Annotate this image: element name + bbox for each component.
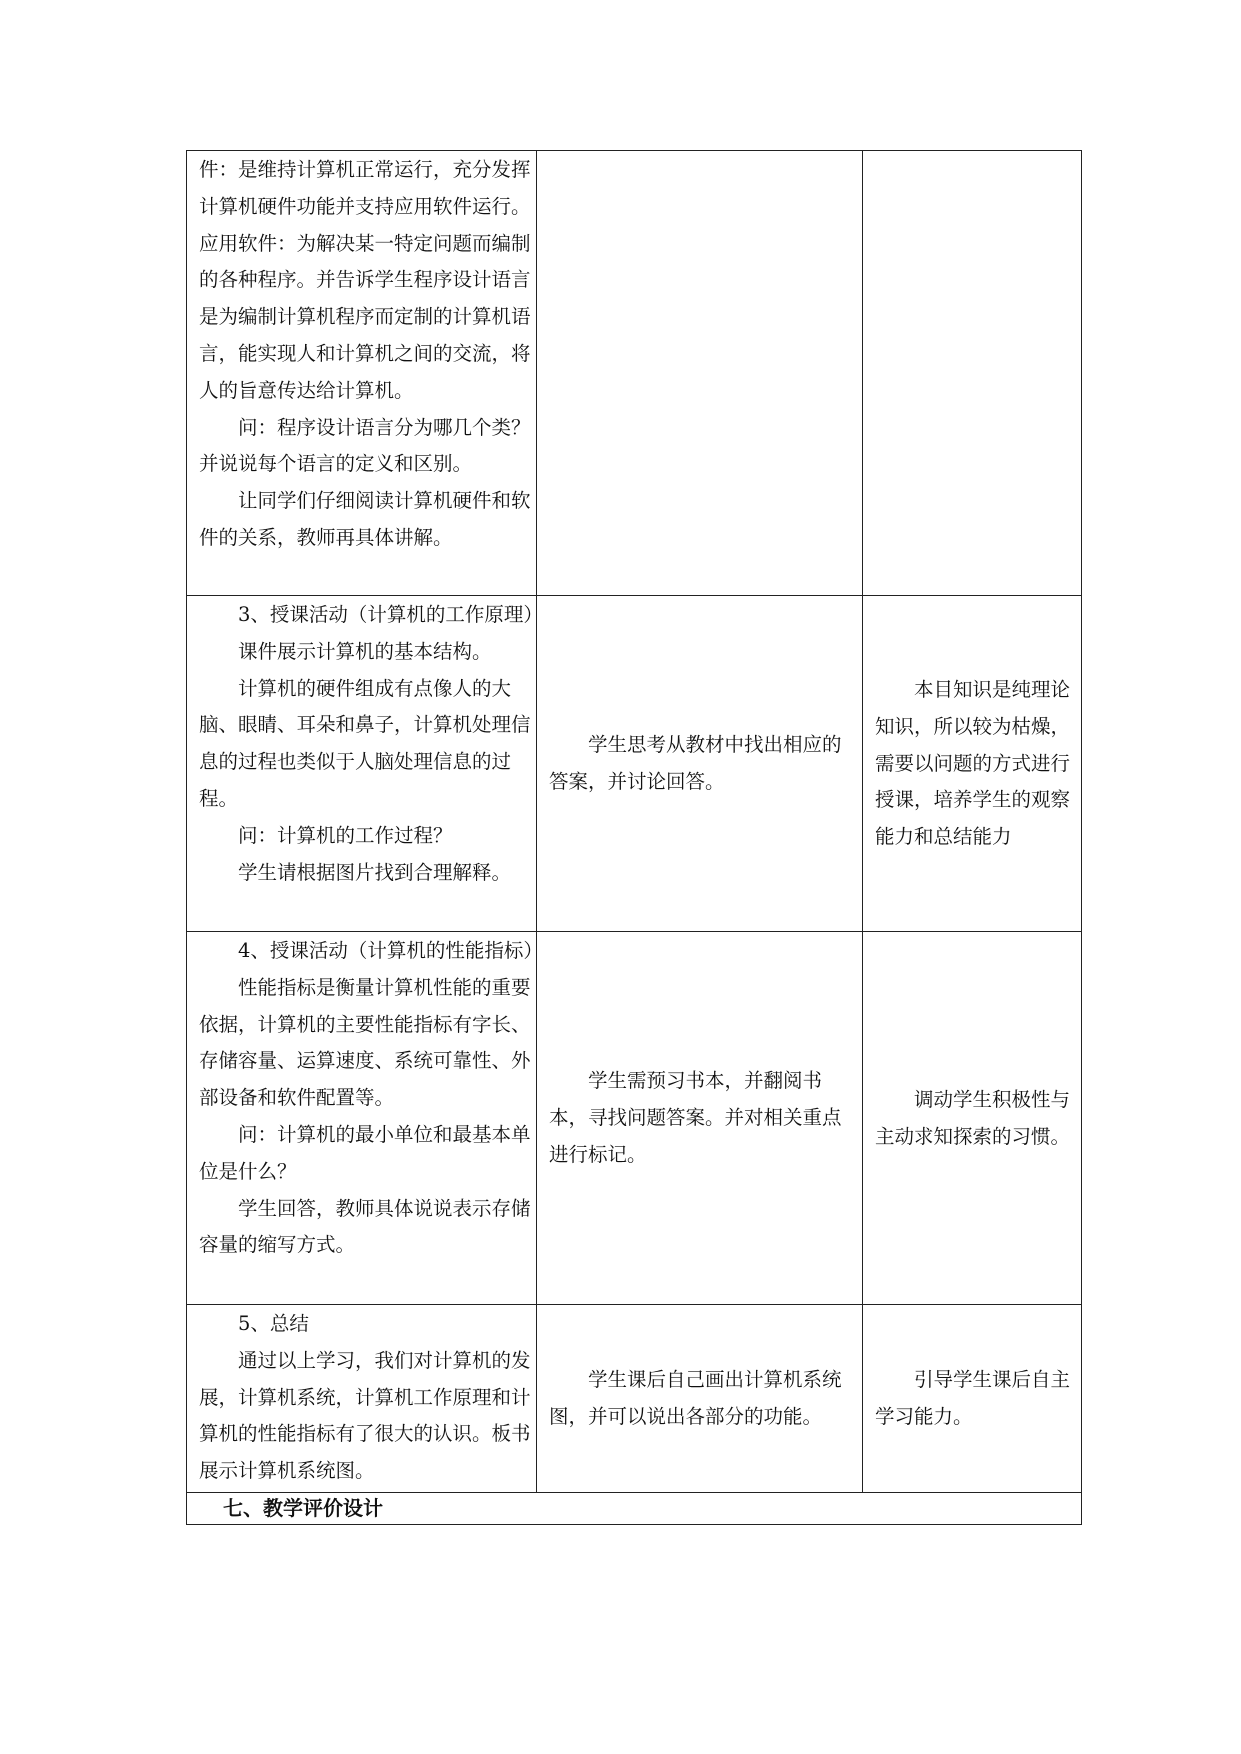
paragraph: 引导学生课后自主学习能力。	[875, 1368, 1071, 1428]
document-page	[186, 150, 1081, 1525]
paragraph: 学生需预习书本，并翻阅书本，寻找问题答案。并对相关重点进行标记。	[549, 1069, 842, 1166]
paragraph: 学生请根据图片找到合理解释。	[238, 860, 512, 884]
paragraph: 学生回答，教师具体说说表示存储容量的缩写方式。	[199, 1196, 531, 1257]
teacher-activity-cell	[187, 151, 537, 596]
paragraph: 课件展示计算机的基本结构。	[238, 639, 492, 663]
paragraph: 3、授课活动（计算机的工作原理）	[238, 603, 543, 626]
section-heading-cell	[187, 1493, 1082, 1525]
paragraph: 通过以上学习，我们对计算机的发展，计算机系统，计算机工作原理和计算机的性能指标有了很大的认识。板书展示计算机系统图。	[199, 1348, 531, 1483]
student-activity-cell	[537, 151, 863, 596]
paragraph: 调动学生积极性与主动求知探索的习惯。	[875, 1087, 1071, 1148]
table-row	[187, 596, 1082, 932]
table-row	[187, 151, 1082, 596]
student-activity-cell	[537, 932, 863, 1305]
paragraph: 本目知识是纯理论知识，所以较为枯燥，需要以问题的方式进行授课，培养学生的观察能力和总结能力	[875, 678, 1071, 849]
section-heading-row	[187, 1493, 1082, 1525]
design-intent-cell	[863, 151, 1082, 596]
student-activity-cell	[537, 1305, 863, 1493]
table-row	[187, 1305, 1082, 1493]
paragraph: 件：是维持计算机正常运行，充分发挥计算机硬件功能并支持应用软件运行。应用软件：为解决某一特定问题而编制的各种程序。并告诉学生程序设计语言是为编制计算机程序而定制的计算机语言，能实现人和计算机之间的交流，将人的旨意传达给计算机。	[199, 158, 531, 402]
teacher-activity-cell	[187, 1305, 537, 1493]
paragraph: 学生思考从教材中找出相应的答案，并讨论回答。	[549, 733, 842, 793]
design-intent-cell	[863, 932, 1082, 1305]
paragraph: 问：计算机的最小单位和最基本单位是什么？	[199, 1122, 531, 1183]
paragraph: 计算机的硬件组成有点像人的大脑、眼睛、耳朵和鼻子，计算机处理信息的过程也类似于人脑处理信息的过程。	[199, 676, 531, 810]
design-intent-cell	[863, 596, 1082, 932]
paragraph: 问：计算机的工作过程？	[238, 823, 453, 847]
table-row	[187, 932, 1082, 1305]
paragraph: 问：程序设计语言分为哪几个类？并说说每个语言的定义和区别。	[199, 415, 531, 476]
paragraph: 4、授课活动（计算机的性能指标）	[238, 939, 543, 962]
paragraph: 5、总结	[238, 1312, 309, 1335]
lesson-plan-table	[186, 150, 1082, 1525]
paragraph: 性能指标是衡量计算机性能的重要依据，计算机的主要性能指标有字长、存储容量、运算速度、系统可靠性、外部设备和软件配置等。	[199, 975, 531, 1110]
design-intent-cell	[863, 1305, 1082, 1493]
teacher-activity-cell	[187, 932, 543, 1305]
section-heading: 七、教学评价设计	[223, 1496, 383, 1520]
teacher-activity-cell	[187, 596, 543, 932]
paragraph: 学生课后自己画出计算机系统图，并可以说出各部分的功能。	[549, 1368, 842, 1428]
student-activity-cell	[537, 596, 863, 932]
paragraph: 让同学们仔细阅读计算机硬件和软件的关系，教师再具体讲解。	[199, 489, 531, 549]
